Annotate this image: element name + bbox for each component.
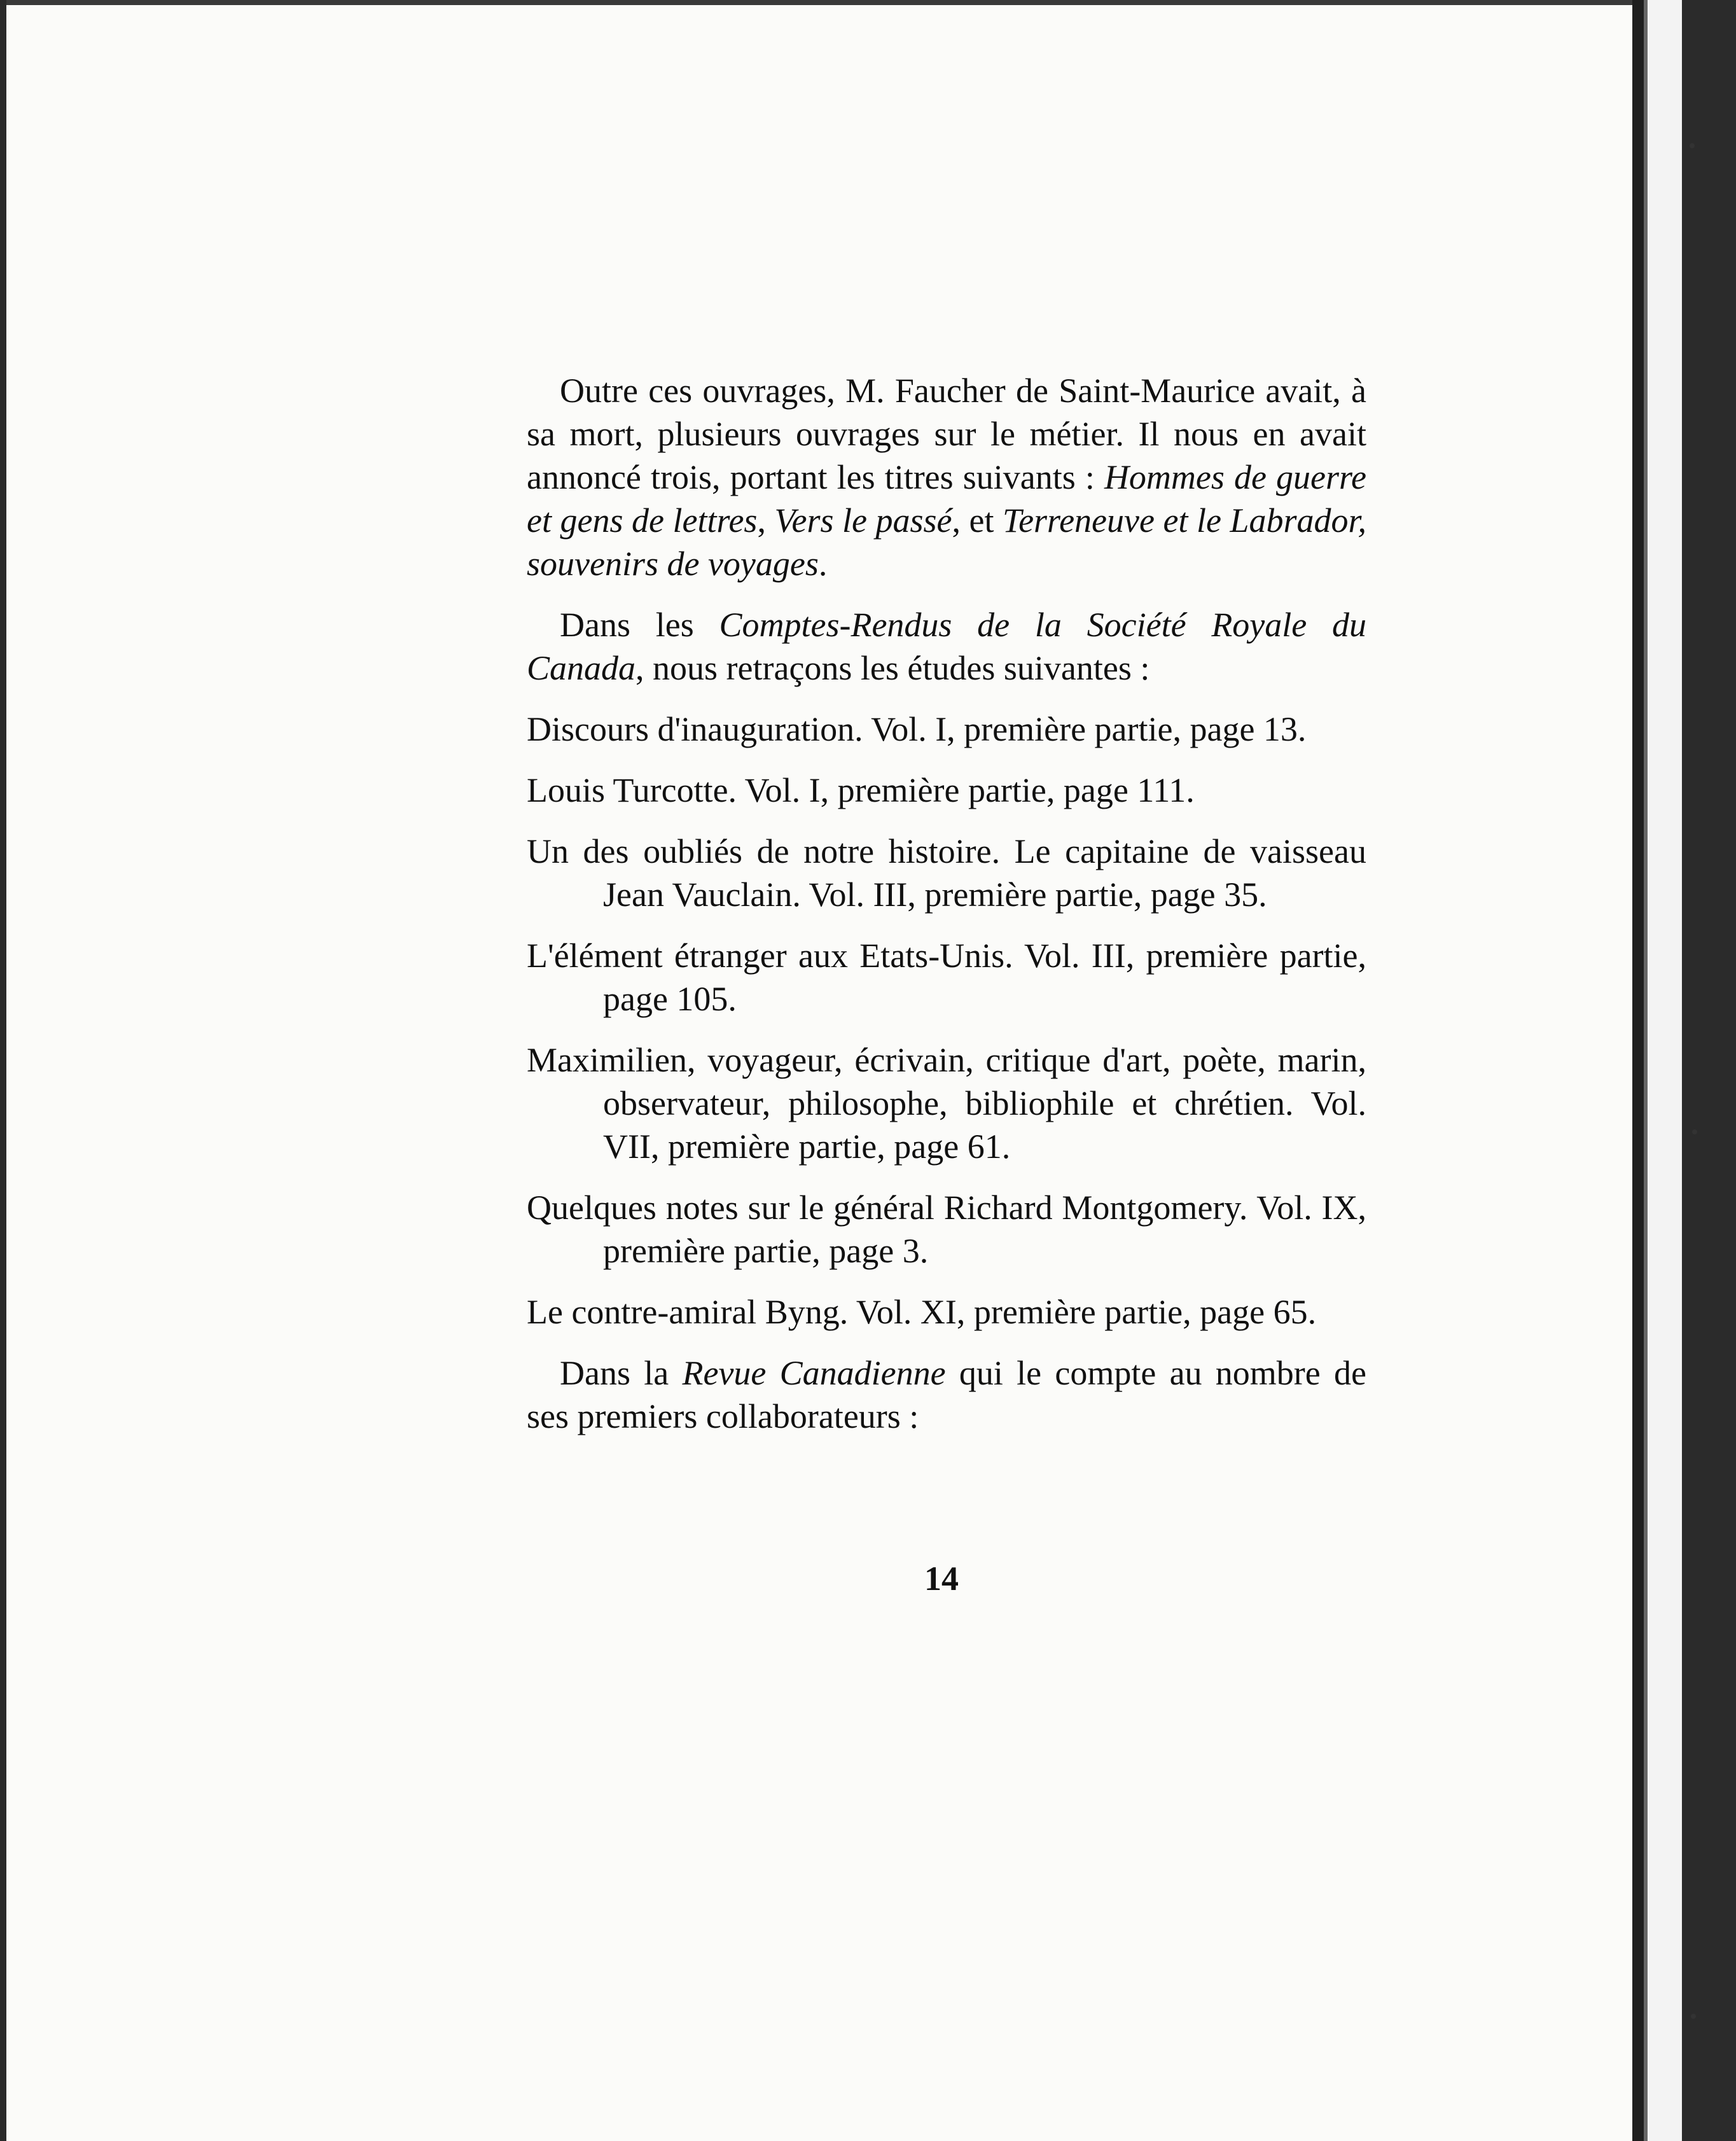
scan-left-edge [0,0,6,2141]
list-item: Un des oubliés de notre histoire. Le capitaine de vaisseau Jean Vauclain. Vol. III, première partie, page 35. [527,832,1366,914]
paragraph-revue-canadienne [527,1351,1366,1438]
text-run: , nous retraçons les études suivantes : [635,649,1150,687]
scan-right-edge [1682,0,1736,2141]
list-item: Discours d'inauguration. Vol. I, première partie, page 13. [527,710,1307,748]
text-run: qui le compte au nombre de ses premiers collaborateurs : [527,1354,1366,1435]
text-run: Outre ces ouvrages, M. Faucher de Saint-Maurice avait, à sa mort, plusieurs ouvrages sur le métier. Il nous en avait annoncé trois, portant les titres suivants : [527,372,1366,496]
list-item: Maximilien, voyageur, écrivain, critique d'art, poète, marin, observateur, philosophe, bibliophile et chrétien. Vol. VII, première partie, page 61. [527,1041,1366,1166]
text-block [527,369,1366,1456]
text-run: , [757,501,775,540]
scan-speck [1691,2014,1696,2019]
scan-right-strip [1644,0,1686,2141]
page-number: 14 [924,1559,959,1598]
list-item: Le contre-amiral Byng. Vol. XI, première partie, page 65. [527,1293,1317,1331]
italic-title: Hommes de guerre et gens de lettres [527,458,1367,540]
scan-right-binding [1632,0,1644,2141]
italic-title: Comptes-Rendus de la Société Royale du Canada [527,606,1366,687]
list-item: L'élément étranger aux Etats-Unis. Vol. III, première partie, page 105. [527,937,1366,1018]
text-run: , et [952,501,1003,540]
list-item: Louis Turcotte. Vol. I, première partie, page 111. [527,771,1195,809]
list-item: Quelques notes sur le général Richard Montgomery. Vol. IX, première partie, page 3. [527,1189,1366,1270]
text-run: Dans les [560,606,719,644]
paragraph-comptes-rendus [527,603,1366,690]
text-run: . [818,545,828,583]
italic-title: Terreneuve et le Labrador, souvenirs de voyages [527,501,1367,583]
paragraph-outre-ces-ouvrages [527,369,1366,585]
scan-speck [1692,1129,1697,1134]
scan-speck [1690,143,1695,148]
italic-title: Revue Canadienne [682,1354,946,1392]
text-run: Dans la [560,1354,683,1392]
scan-top-edge [0,0,1632,5]
italic-title: Vers le passé [774,501,952,540]
